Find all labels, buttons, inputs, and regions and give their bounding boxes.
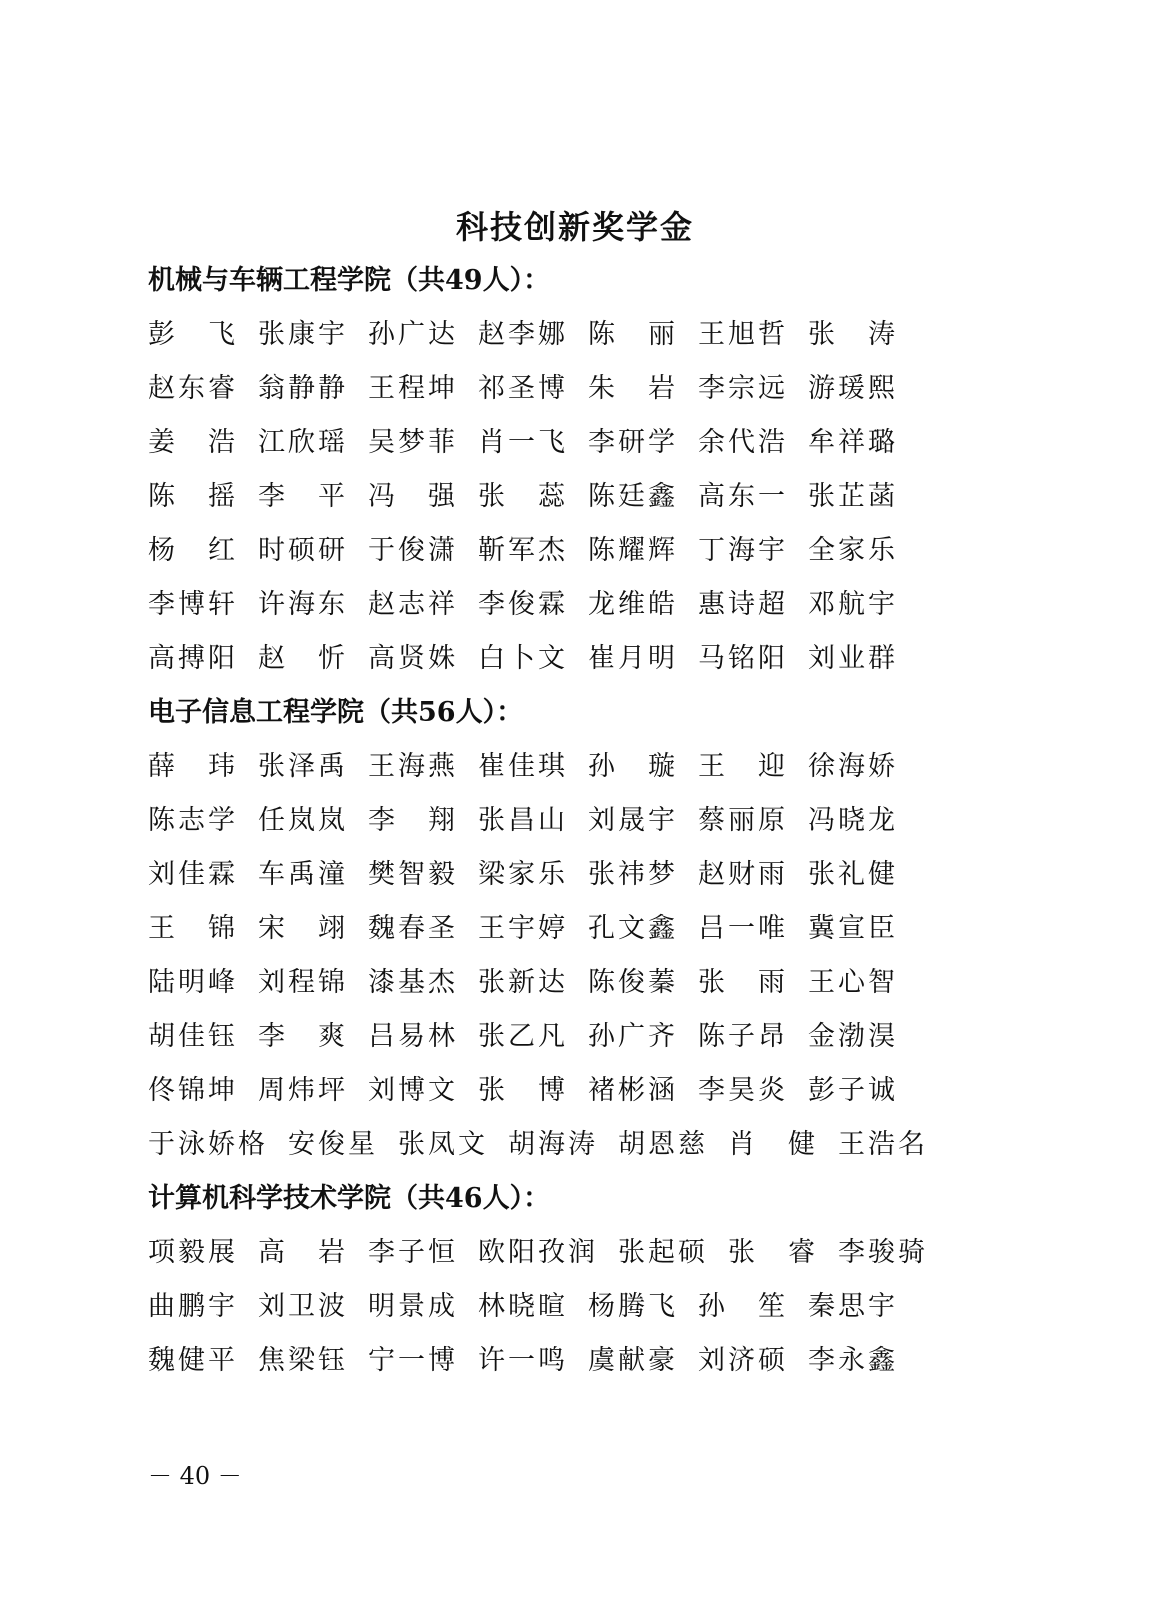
student-name: 魏健平 xyxy=(148,1345,238,1376)
student-name: 刘程锦 xyxy=(258,967,348,998)
student-name: 李 翔 xyxy=(368,805,458,836)
student-name: 王程坤 xyxy=(368,373,458,404)
student-name: 吕易林 xyxy=(368,1021,458,1052)
student-name: 赵 忻 xyxy=(258,643,348,674)
student-name: 梁家乐 xyxy=(478,859,568,890)
name-row xyxy=(148,524,1048,578)
student-name: 李俊霖 xyxy=(478,589,568,620)
name-row xyxy=(148,1064,1048,1118)
student-name: 孙 笙 xyxy=(698,1291,788,1322)
student-name: 王 锦 xyxy=(148,913,238,944)
student-name: 张乙凡 xyxy=(478,1021,568,1052)
student-name: 张 蕊 xyxy=(478,481,568,512)
student-name: 余代浩 xyxy=(698,427,788,458)
student-name: 李子恒 xyxy=(368,1237,458,1268)
student-name: 王 迎 xyxy=(698,751,788,782)
student-name: 张康宇 xyxy=(258,319,348,350)
page-number: － 40 － xyxy=(148,1462,242,1490)
student-name: 林晓暄 xyxy=(478,1291,568,1322)
student-name: 朱 岩 xyxy=(588,373,678,404)
student-name: 李昊炎 xyxy=(698,1075,788,1106)
student-name: 胡海涛 xyxy=(508,1129,598,1160)
student-name: 崔佳琪 xyxy=(478,751,568,782)
name-row xyxy=(148,362,1048,416)
student-name: 孔文鑫 xyxy=(588,913,678,944)
student-name: 张 睿 xyxy=(728,1237,818,1268)
student-name: 陈 丽 xyxy=(588,319,678,350)
student-name: 许一鸣 xyxy=(478,1345,568,1376)
student-name: 杨 红 xyxy=(148,535,238,566)
student-name: 刘济硕 xyxy=(698,1345,788,1376)
student-name: 李永鑫 xyxy=(808,1345,898,1376)
student-name: 焦梁钰 xyxy=(258,1345,348,1376)
student-name: 赵志祥 xyxy=(368,589,458,620)
student-name: 陈廷鑫 xyxy=(588,481,678,512)
name-row xyxy=(148,470,1048,524)
student-name: 车禹潼 xyxy=(258,859,348,890)
student-name: 牟祥璐 xyxy=(808,427,898,458)
student-name: 任岚岚 xyxy=(258,805,348,836)
student-name: 张起硕 xyxy=(618,1237,708,1268)
student-name: 邓航宇 xyxy=(808,589,898,620)
student-name: 陈子昂 xyxy=(698,1021,788,1052)
student-name: 刘博文 xyxy=(368,1075,458,1106)
student-name: 曲鹏宇 xyxy=(148,1291,238,1322)
student-name: 丁海宇 xyxy=(698,535,788,566)
student-name: 魏春圣 xyxy=(368,913,458,944)
student-name: 崔月明 xyxy=(588,643,678,674)
student-name: 王浩名 xyxy=(838,1129,928,1160)
student-name: 安俊星 xyxy=(288,1129,378,1160)
student-name: 陈耀辉 xyxy=(588,535,678,566)
student-name: 张 博 xyxy=(478,1075,568,1106)
name-row xyxy=(148,1334,1048,1388)
student-name: 王心智 xyxy=(808,967,898,998)
student-name: 陈俊蓁 xyxy=(588,967,678,998)
student-name: 江欣瑶 xyxy=(258,427,348,458)
student-name: 蔡丽原 xyxy=(698,805,788,836)
student-name: 姜 浩 xyxy=(148,427,238,458)
student-name: 李宗远 xyxy=(698,373,788,404)
student-name: 周炜坪 xyxy=(258,1075,348,1106)
name-row xyxy=(148,578,1048,632)
student-name: 吴梦菲 xyxy=(368,427,458,458)
student-name: 张凤文 xyxy=(398,1129,488,1160)
name-row xyxy=(148,956,1048,1010)
name-row xyxy=(148,1226,1048,1280)
student-name: 徐海娇 xyxy=(808,751,898,782)
student-name: 陆明峰 xyxy=(148,967,238,998)
student-name: 白卜文 xyxy=(478,643,568,674)
student-name: 孙 璇 xyxy=(588,751,678,782)
student-name: 冀宣臣 xyxy=(808,913,898,944)
student-name: 金渤淏 xyxy=(808,1021,898,1052)
student-name: 李研学 xyxy=(588,427,678,458)
student-name: 杨腾飞 xyxy=(588,1291,678,1322)
name-row xyxy=(148,902,1048,956)
student-name: 薛 玮 xyxy=(148,751,238,782)
student-name: 高 岩 xyxy=(258,1237,348,1268)
name-row xyxy=(148,848,1048,902)
student-name: 赵东睿 xyxy=(148,373,238,404)
name-row xyxy=(148,308,1048,362)
student-name: 胡恩慈 xyxy=(618,1129,708,1160)
student-name: 刘晟宇 xyxy=(588,805,678,836)
student-name: 王旭哲 xyxy=(698,319,788,350)
student-name: 佟锦坤 xyxy=(148,1075,238,1106)
student-name: 张礼健 xyxy=(808,859,898,890)
student-name: 宁一博 xyxy=(368,1345,458,1376)
student-name: 彭 飞 xyxy=(148,319,238,350)
student-name: 褚彬涵 xyxy=(588,1075,678,1106)
section-heading: 电子信息工程学院（共56人）： xyxy=(148,697,524,728)
student-name: 欧阳孜润 xyxy=(478,1237,598,1268)
student-name: 吕一唯 xyxy=(698,913,788,944)
student-name: 李骏骑 xyxy=(838,1237,928,1268)
name-row xyxy=(148,632,1048,686)
student-name: 李博轩 xyxy=(148,589,238,620)
student-name: 高搏阳 xyxy=(148,643,238,674)
award-list xyxy=(148,254,1048,1388)
student-name: 宋 翊 xyxy=(258,913,348,944)
document-title: 科技创新奖学金 xyxy=(455,208,694,246)
name-row xyxy=(148,416,1048,470)
student-name: 张 涛 xyxy=(808,319,898,350)
student-name: 于泳娇格 xyxy=(148,1129,268,1160)
student-name: 肖 健 xyxy=(728,1129,818,1160)
student-name: 冯晓龙 xyxy=(808,805,898,836)
student-name: 孙广齐 xyxy=(588,1021,678,1052)
student-name: 高东一 xyxy=(698,481,788,512)
student-name: 张芷菡 xyxy=(808,481,898,512)
student-name: 王宇婷 xyxy=(478,913,568,944)
student-name: 胡佳钰 xyxy=(148,1021,238,1052)
student-name: 翁静静 xyxy=(258,373,348,404)
student-name: 彭子诚 xyxy=(808,1075,898,1106)
section-heading: 机械与车辆工程学院（共49人）： xyxy=(148,265,551,296)
student-name: 惠诗超 xyxy=(698,589,788,620)
student-name: 刘业群 xyxy=(808,643,898,674)
student-name: 马铭阳 xyxy=(698,643,788,674)
name-row xyxy=(148,1118,1048,1172)
student-name: 张 雨 xyxy=(698,967,788,998)
name-row xyxy=(148,740,1048,794)
student-name: 时硕研 xyxy=(258,535,348,566)
student-name: 陈志学 xyxy=(148,805,238,836)
section-heading: 计算机科学技术学院（共46人）： xyxy=(148,1183,551,1214)
name-row xyxy=(148,1010,1048,1064)
student-name: 李 爽 xyxy=(258,1021,348,1052)
student-name: 刘佳霖 xyxy=(148,859,238,890)
student-name: 孙广达 xyxy=(368,319,458,350)
student-name: 于俊潇 xyxy=(368,535,458,566)
student-name: 刘卫波 xyxy=(258,1291,348,1322)
student-name: 冯 强 xyxy=(368,481,458,512)
student-name: 游瑗熙 xyxy=(808,373,898,404)
student-name: 明景成 xyxy=(368,1291,458,1322)
student-name: 肖一飞 xyxy=(478,427,568,458)
student-name: 祁圣博 xyxy=(478,373,568,404)
student-name: 赵财雨 xyxy=(698,859,788,890)
student-name: 秦思宇 xyxy=(808,1291,898,1322)
student-name: 王海燕 xyxy=(368,751,458,782)
student-name: 李 平 xyxy=(258,481,348,512)
student-name: 赵李娜 xyxy=(478,319,568,350)
student-name: 陈 摇 xyxy=(148,481,238,512)
name-row xyxy=(148,794,1048,848)
student-name: 全家乐 xyxy=(808,535,898,566)
student-name: 靳军杰 xyxy=(478,535,568,566)
student-name: 张昌山 xyxy=(478,805,568,836)
student-name: 龙维皓 xyxy=(588,589,678,620)
name-row xyxy=(148,1280,1048,1334)
student-name: 张新达 xyxy=(478,967,568,998)
student-name: 张泽禹 xyxy=(258,751,348,782)
student-name: 虞献豪 xyxy=(588,1345,678,1376)
student-name: 张祎梦 xyxy=(588,859,678,890)
student-name: 漆基杰 xyxy=(368,967,458,998)
student-name: 高贤姝 xyxy=(368,643,458,674)
student-name: 项毅展 xyxy=(148,1237,238,1268)
student-name: 许海东 xyxy=(258,589,348,620)
student-name: 樊智毅 xyxy=(368,859,458,890)
